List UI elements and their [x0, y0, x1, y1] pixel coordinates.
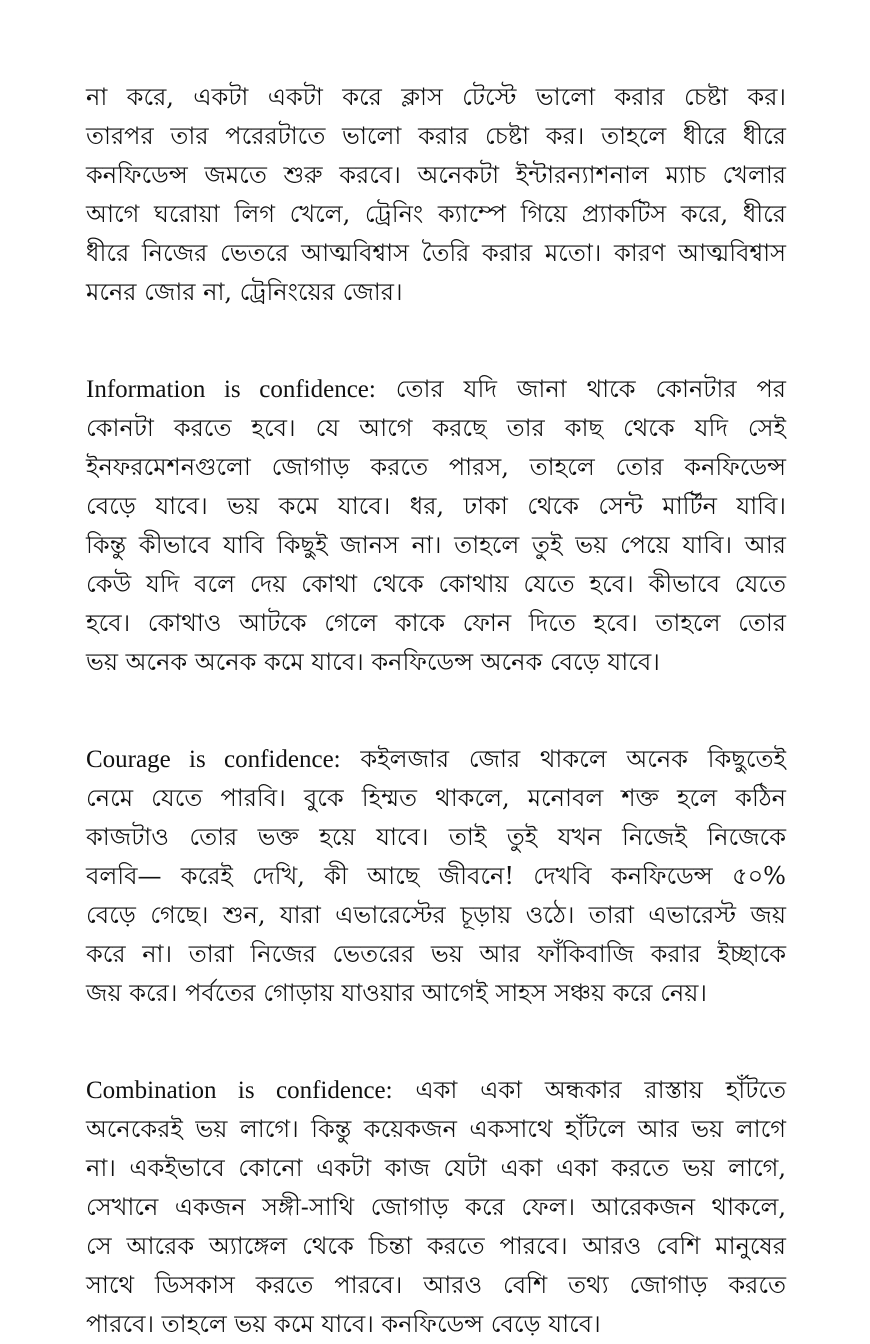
- text-line: বেড়ে যাবে। ভয় কমে যাবে। ধর, ঢাকা থেকে সেন্ট মার্টিন যাবি।: [86, 492, 786, 520]
- text-line: করে না। তারা নিজের ভেতরের ভয় আর ফাঁকিবাজি করার ইচ্ছাকে: [86, 940, 786, 968]
- heading-continuation: কইলজার জোর থাকলে অনেক কিছুতেই: [340, 745, 786, 773]
- text-line: আগে ঘরোয়া লিগ খেলে, ট্রেনিং ক্যাম্পে গিয়ে প্র্যাকটিস করে, ধীরে: [86, 200, 786, 228]
- text-line: সেখানে একজন সঙ্গী-সাথি জোগাড় করে ফেল। আরেকজন থাকলে,: [86, 1193, 786, 1221]
- section-heading-courage: Courage is confidence:: [86, 746, 341, 773]
- text-line-with-heading: [86, 1071, 786, 1110]
- paragraph-courage: [86, 740, 786, 1013]
- section-heading-combination: Combination is confidence:: [86, 1077, 393, 1104]
- text-line-with-heading: [86, 740, 786, 779]
- text-line: কোনটা করতে হবে। যে আগে করছে তার কাছ থেকে যদি সেই: [86, 414, 786, 442]
- text-line: কাজটাও তোর ভক্ত হয়ে যাবে। তাই তুই যখন নিজেই নিজেকে: [86, 823, 786, 851]
- book-page: [86, 78, 786, 1344]
- text-line: ইনফরমেশনগুলো জোগাড় করতে পারস, তাহলে তোর কনফিডেন্স: [86, 453, 786, 481]
- text-line: বলবি— করেই দেখি, কী আছে জীবনে! দেখবি কনফিডেন্স ৫০%: [86, 862, 786, 890]
- text-line: পারবে। তাহলে ভয় কমে যাবে। কনফিডেন্স বেড়ে যাবে।: [86, 1310, 601, 1338]
- text-line: কেউ যদি বলে দেয় কোথা থেকে কোথায় যেতে হবে। কীভাবে যেতে: [86, 570, 786, 598]
- heading-continuation: একা একা অন্ধকার রাস্তায় হাঁটতে: [392, 1076, 786, 1104]
- paragraph-combination: [86, 1071, 786, 1344]
- section-heading-information: Information is confidence:: [86, 376, 376, 403]
- text-line: সে আরেক অ্যাঙ্গেল থেকে চিন্তা করতে পারবে। আরও বেশি মানুষের: [86, 1232, 786, 1260]
- paragraph-gap: [86, 312, 786, 370]
- text-line: জয় করে। পর্বতের গোড়ায় যাওয়ার আগেই সাহস সঞ্চয় করে নেয়।: [86, 979, 707, 1007]
- paragraph-training: [86, 78, 786, 312]
- text-line: না করে, একটা একটা করে ক্লাস টেস্টে ভালো করার চেষ্টা কর।: [86, 83, 786, 111]
- text-line: কনফিডেন্স জমতে শুরু করবে। অনেকটা ইন্টারন্যাশনাল ম্যাচ খেলার: [86, 161, 786, 189]
- text-line: সাথে ডিসকাস করতে পারবে। আরও বেশি তথ্য জোগাড় করতে: [86, 1271, 786, 1299]
- text-line: নেমে যেতে পারবি। বুকে হিম্মত থাকলে, মনোবল শক্ত হলে কঠিন: [86, 784, 786, 812]
- text-line: হবে। কোথাও আটকে গেলে কাকে ফোন দিতে হবে। তাহলে তোর: [86, 609, 786, 637]
- text-line-with-heading: [86, 370, 786, 409]
- heading-continuation: তোর যদি জানা থাকে কোনটার পর: [375, 375, 786, 403]
- text-line: বেড়ে গেছে। শুন, যারা এভারেস্টের চূড়ায় ওঠে। তারা এভারেস্ট জয়: [86, 901, 786, 929]
- text-line: কিন্তু কীভাবে যাবি কিছুই জানস না। তাহলে তুই ভয় পেয়ে যাবি। আর: [86, 531, 786, 559]
- text-line: মনের জোর না, ট্রেনিংয়ের জোর।: [86, 278, 403, 306]
- paragraph-gap: [86, 1013, 786, 1071]
- text-line: তারপর তার পরেরটাতে ভালো করার চেষ্টা কর। তাহলে ধীরে ধীরে: [86, 122, 786, 150]
- paragraph-gap: [86, 682, 786, 740]
- text-line: ভয় অনেক অনেক কমে যাবে। কনফিডেন্স অনেক বেড়ে যাবে।: [86, 648, 660, 676]
- paragraph-information: [86, 370, 786, 682]
- text-line: না। একইভাবে কোনো একটা কাজ যেটা একা একা করতে ভয় লাগে,: [86, 1154, 786, 1182]
- text-line: অনেকেরই ভয় লাগে। কিন্তু কয়েকজন একসাথে হাঁটলে আর ভয় লাগে: [86, 1115, 786, 1143]
- text-line: ধীরে নিজের ভেতরে আত্মবিশ্বাস তৈরি করার মতো। কারণ আত্মবিশ্বাস: [86, 239, 786, 267]
